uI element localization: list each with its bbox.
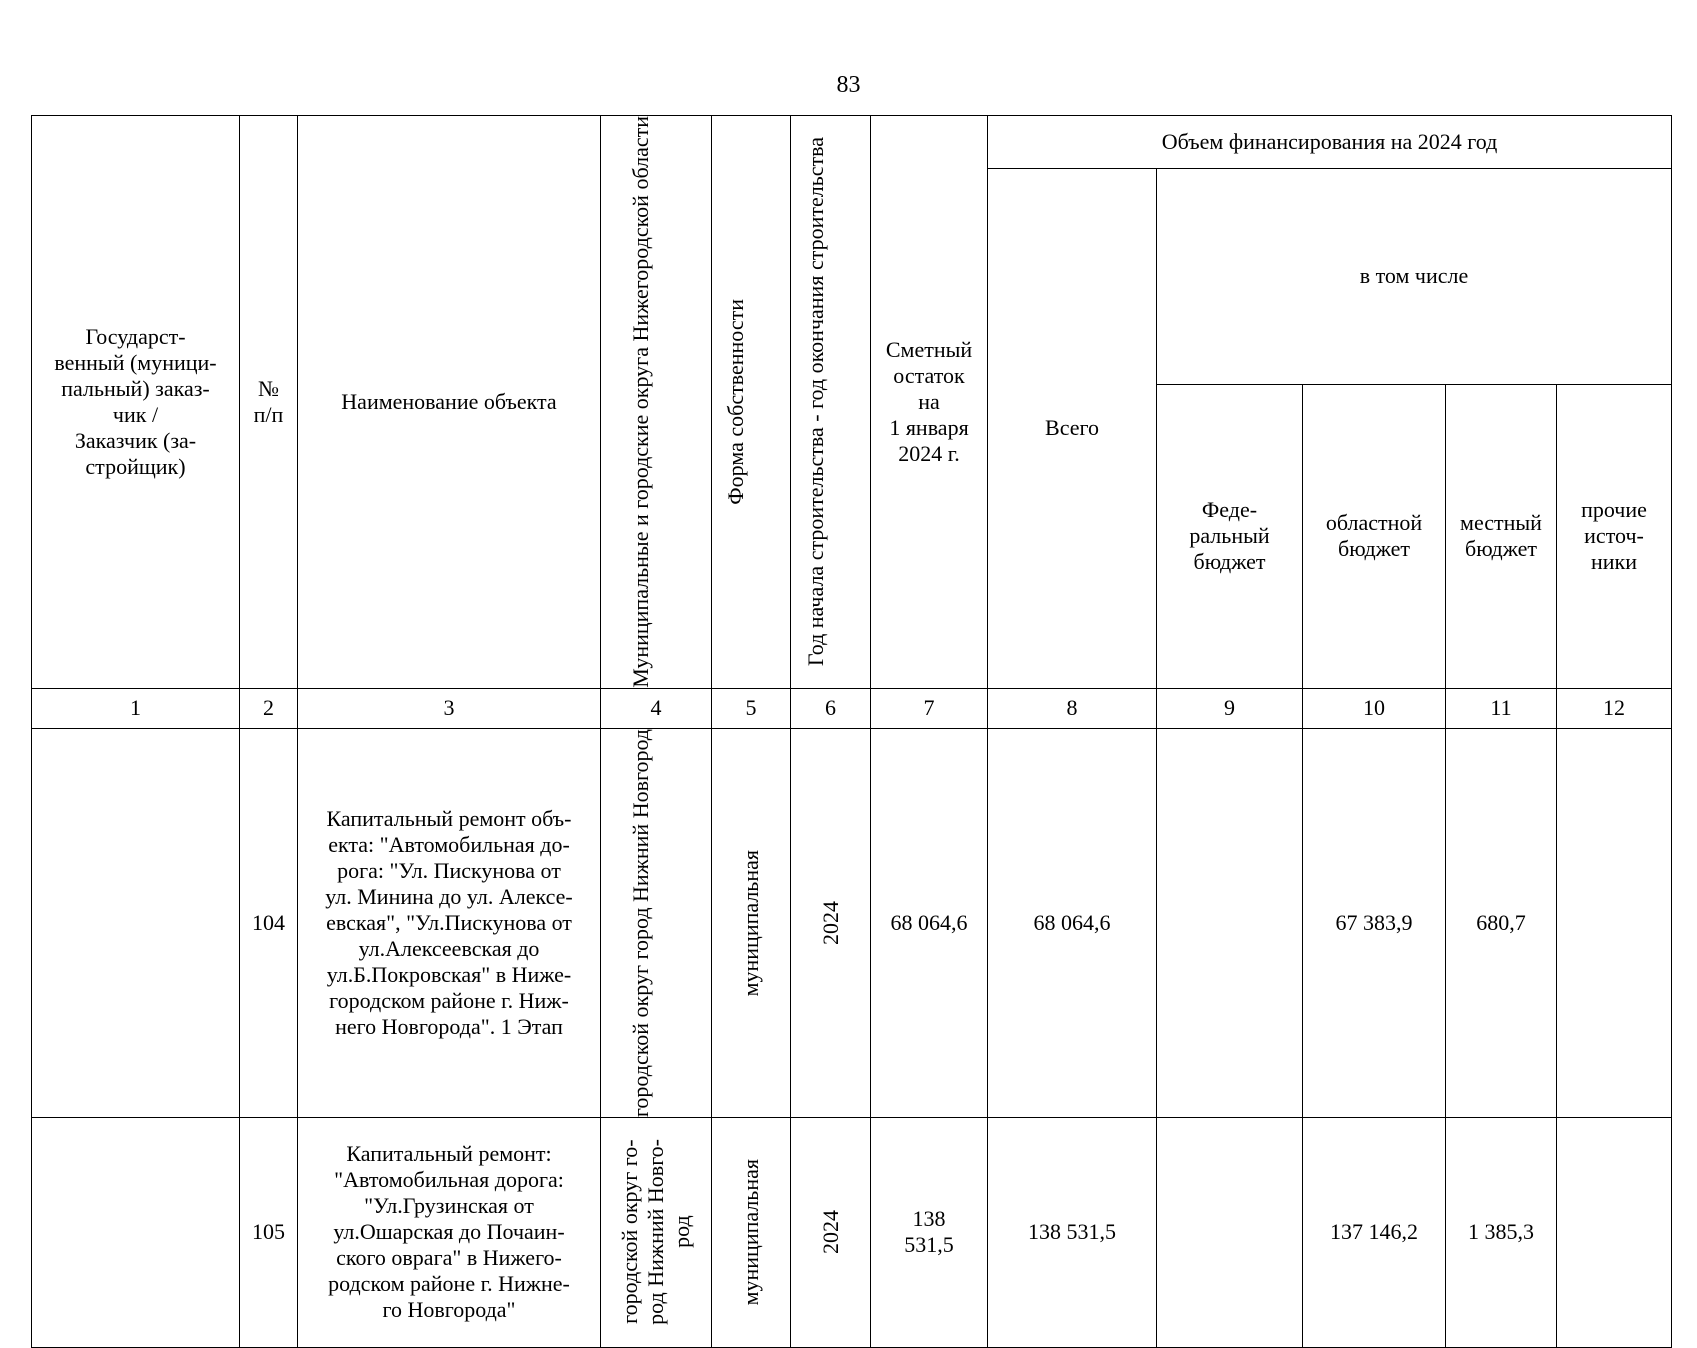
cell-municipality-text: городской округ город Нижний Новгород (628, 728, 653, 1117)
cell-ownership-text: муниципальная (738, 849, 763, 996)
cell-regional: 67 383,9 (1303, 728, 1446, 1117)
cell-other (1557, 728, 1672, 1117)
column-number: 12 (1557, 688, 1672, 728)
column-number: 11 (1446, 688, 1557, 728)
cell-total: 138 531,5 (988, 1117, 1157, 1347)
header-ownership (712, 116, 791, 689)
page-number: 83 (836, 72, 861, 98)
cell-estimate: 68 064,6 (871, 728, 988, 1117)
column-number: 2 (240, 688, 298, 728)
cell-name: Капитальный ремонт: "Автомобильная дорога: "Ул.Грузинская от ул.Ошарская до Почаин- ского оврага" в Нижего- родском районе г. Нижне- го Новгорода" (298, 1117, 601, 1347)
column-number-row (32, 688, 1672, 728)
header-other: прочие источ- ники (1557, 384, 1672, 688)
header-years-text: Год начала строительства - год окончания строительства (802, 137, 828, 667)
header-funding: Объем финансирования на 2024 год (988, 116, 1672, 169)
cell-municipality (601, 728, 712, 1117)
header-customer: Государст- венный (муници- пальный) заказ- чик / Заказчик (за- стройщик) (32, 116, 240, 689)
header-including: в том числе (1157, 169, 1672, 385)
cell-municipality-text: городской округ го- род Нижний Новго- род (617, 1139, 694, 1326)
header-municipality (601, 116, 712, 689)
column-number: 8 (988, 688, 1157, 728)
header-federal: Феде- ральный бюджет (1157, 384, 1303, 688)
header-regional: областной бюджет (1303, 384, 1446, 688)
table-row (32, 728, 1672, 1117)
table-row (32, 1117, 1672, 1347)
cell-name: Капитальный ремонт объ- екта: "Автомобильная до- рога: "Ул. Пискунова от ул. Минина до ул. Алексе- евская", "Ул.Пискунова от ул.Алексеевская до ул.Б.Покровская" в Ниже- городском районе г. Ниж- него Новгорода". 1 Этап (298, 728, 601, 1117)
header-municipality-text: Муниципальные и городские округа Нижегородской области (628, 116, 653, 688)
column-number: 7 (871, 688, 988, 728)
cell-ownership (712, 728, 791, 1117)
cell-municipality (601, 1117, 712, 1347)
column-number: 4 (601, 688, 712, 728)
cell-num: 105 (240, 1117, 298, 1347)
financing-table (31, 115, 1672, 1348)
cell-federal (1157, 1117, 1303, 1347)
header-total: Всего (988, 169, 1157, 689)
column-number: 9 (1157, 688, 1303, 728)
header-ownership-text: Форма собственности (723, 298, 748, 505)
column-number: 5 (712, 688, 791, 728)
cell-ownership (712, 1117, 791, 1347)
column-number: 10 (1303, 688, 1446, 728)
cell-estimate: 138 531,5 (871, 1117, 988, 1347)
cell-other (1557, 1117, 1672, 1347)
header-estimate: Сметный остаток на 1 января 2024 г. (871, 116, 988, 689)
header-row-1 (32, 116, 1672, 169)
cell-ownership-text: муниципальная (738, 1159, 763, 1306)
cell-federal (1157, 728, 1303, 1117)
cell-local: 680,7 (1446, 728, 1557, 1117)
cell-years-text: 2024 (817, 1210, 843, 1255)
header-years (791, 116, 871, 689)
cell-total: 68 064,6 (988, 728, 1157, 1117)
cell-years (791, 1117, 871, 1347)
cell-years (791, 728, 871, 1117)
cell-local: 1 385,3 (1446, 1117, 1557, 1347)
header-name: Наименование объекта (298, 116, 601, 689)
cell-years-text: 2024 (817, 900, 843, 945)
cell-customer (32, 1117, 240, 1347)
cell-customer (32, 728, 240, 1117)
column-number: 1 (32, 688, 240, 728)
column-number: 3 (298, 688, 601, 728)
cell-regional: 137 146,2 (1303, 1117, 1446, 1347)
column-number: 6 (791, 688, 871, 728)
header-local: местный бюджет (1446, 384, 1557, 688)
header-num: № п/п (240, 116, 298, 689)
cell-num: 104 (240, 728, 298, 1117)
